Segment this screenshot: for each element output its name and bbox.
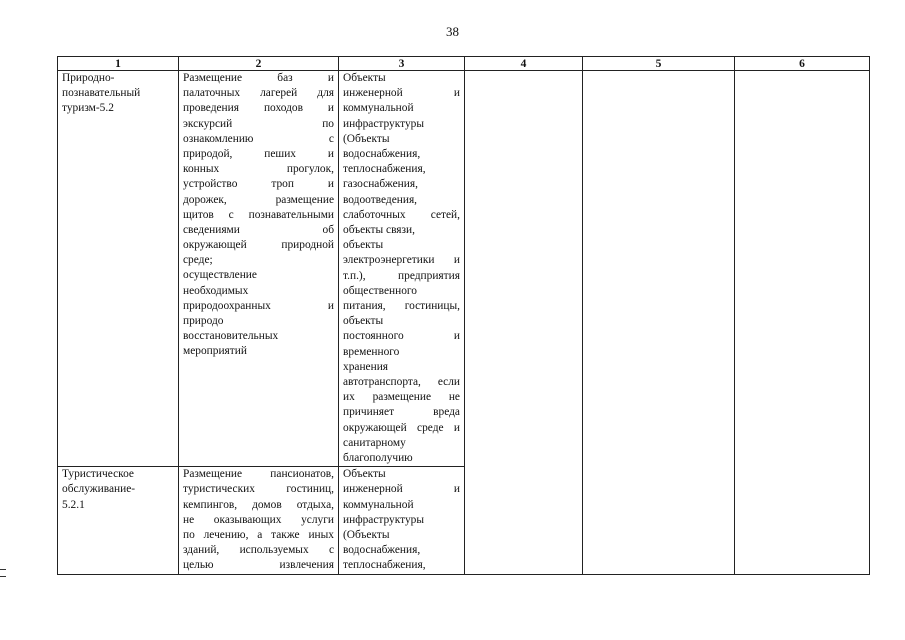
cell-text-line: 5.2.1: [62, 498, 85, 511]
cell-text-line: проведения походов и: [183, 102, 334, 115]
cell-text-line: познавательный: [62, 87, 141, 100]
cell-text-line: коммунальной: [343, 102, 414, 115]
cell-text-line: Природно-: [62, 72, 115, 84]
cell-text-line: окружающей среде и: [343, 421, 460, 434]
cell-text-line: (Объекты: [343, 132, 390, 145]
margin-mark: [0, 569, 6, 577]
cell-text-line: кемпингов, домов отдыха,: [183, 498, 334, 511]
cell-text-line: временного: [343, 345, 400, 358]
cell-text-line: Объекты: [343, 72, 386, 84]
cell-text-line: ознакомлению с: [183, 132, 334, 145]
column-header-1: 1: [58, 57, 179, 71]
cell-text-line: сведениями об: [183, 223, 334, 236]
cell-text-line: благополучию: [343, 451, 413, 464]
description-cell: [179, 71, 339, 467]
column-header-5: 5: [583, 57, 735, 71]
cell-text-line: водоотведения,: [343, 193, 418, 206]
cell-text-line: Размещение пансионатов,: [183, 468, 334, 481]
description-cell: [179, 467, 339, 574]
empty-cell-col5: [583, 71, 735, 575]
cell-text-line: не оказывающих услуги: [183, 513, 334, 526]
cell-text-line: обслуживание-: [62, 483, 136, 496]
cell-text-line: общественного: [343, 284, 417, 297]
cell-text-line: туристических гостиниц,: [183, 483, 334, 496]
land-use-table: [57, 56, 870, 575]
permitted-objects-cell: [339, 71, 465, 467]
column-header-3: 3: [339, 57, 465, 71]
cell-text-line: природоохранных и: [183, 299, 334, 312]
cell-text-line: инженерной и: [343, 483, 460, 496]
cell-text-line: теплоснабжения,: [343, 163, 426, 176]
cell-text-line: окружающей природной: [183, 239, 334, 252]
cell-text-line: автотранспорта, если: [343, 375, 460, 388]
cell-text-line: осуществление: [183, 269, 257, 282]
cell-text-line: хранения: [343, 360, 389, 373]
cell-text-line: теплоснабжения,: [343, 559, 426, 572]
cell-text-line: палаточных лагерей для: [183, 87, 334, 100]
cell-text-line: необходимых: [183, 284, 249, 297]
cell-text-line: их размещение не: [343, 391, 460, 404]
cell-text-line: зданий, используемых с: [183, 544, 334, 557]
cell-text-line: слаботочных сетей,: [343, 208, 460, 221]
cell-text-line: Объекты: [343, 468, 386, 481]
cell-text-line: мероприятий: [183, 345, 247, 358]
cell-text-line: инженерной и: [343, 87, 460, 100]
cell-text-line: объекты связи,: [343, 224, 415, 236]
cell-text-line: электроэнергетики и: [343, 254, 460, 267]
permitted-objects-cell: [339, 467, 465, 574]
cell-text-line: газоснабжения,: [343, 178, 418, 191]
cell-text-line: санитарному: [343, 436, 406, 449]
empty-cell-col4: [465, 71, 583, 575]
empty-cell-col6: [735, 71, 870, 575]
cell-text-line: Размещение баз и: [183, 72, 334, 84]
cell-text-line: постоянного и: [343, 330, 460, 343]
use-type-cell: [58, 71, 179, 467]
cell-text-line: инфраструктуры: [343, 513, 424, 526]
cell-text-line: целью извлечения: [183, 559, 334, 572]
table-header-row: [58, 57, 870, 71]
cell-text-line: Туристическое: [62, 468, 134, 481]
cell-text-line: (Объекты: [343, 528, 390, 541]
cell-text-line: туризм-5.2: [62, 102, 114, 115]
cell-text-line: щитов с познавательными: [183, 208, 334, 221]
cell-text-line: природо: [183, 315, 224, 328]
table-row: [58, 71, 870, 467]
cell-text-line: экскурсий по: [183, 117, 334, 130]
use-type-cell: [58, 467, 179, 574]
cell-text-line: питания, гостиницы,: [343, 299, 460, 312]
cell-text-line: среде;: [183, 254, 213, 267]
cell-text-line: т.п.), предприятия: [343, 269, 460, 282]
cell-text-line: природой, пеших и: [183, 147, 334, 160]
cell-text-line: коммунальной: [343, 498, 414, 511]
cell-text-line: по лечению, а также иных: [183, 528, 334, 541]
cell-text-line: устройство троп и: [183, 178, 334, 191]
column-header-4: 4: [465, 57, 583, 71]
page-number: 38: [446, 24, 459, 39]
cell-text-line: инфраструктуры: [343, 117, 424, 130]
cell-text-line: объекты: [343, 315, 384, 328]
cell-text-line: причиняет вреда: [343, 406, 460, 419]
cell-text-line: восстановительных: [183, 330, 279, 343]
column-header-6: 6: [735, 57, 870, 71]
cell-text-line: дорожек, размещение: [183, 193, 334, 206]
cell-text-line: водоснабжения,: [343, 544, 421, 557]
cell-text-line: конных прогулок,: [183, 163, 334, 176]
cell-text-line: объекты: [343, 239, 384, 252]
column-header-2: 2: [179, 57, 339, 71]
cell-text-line: водоснабжения,: [343, 148, 421, 160]
